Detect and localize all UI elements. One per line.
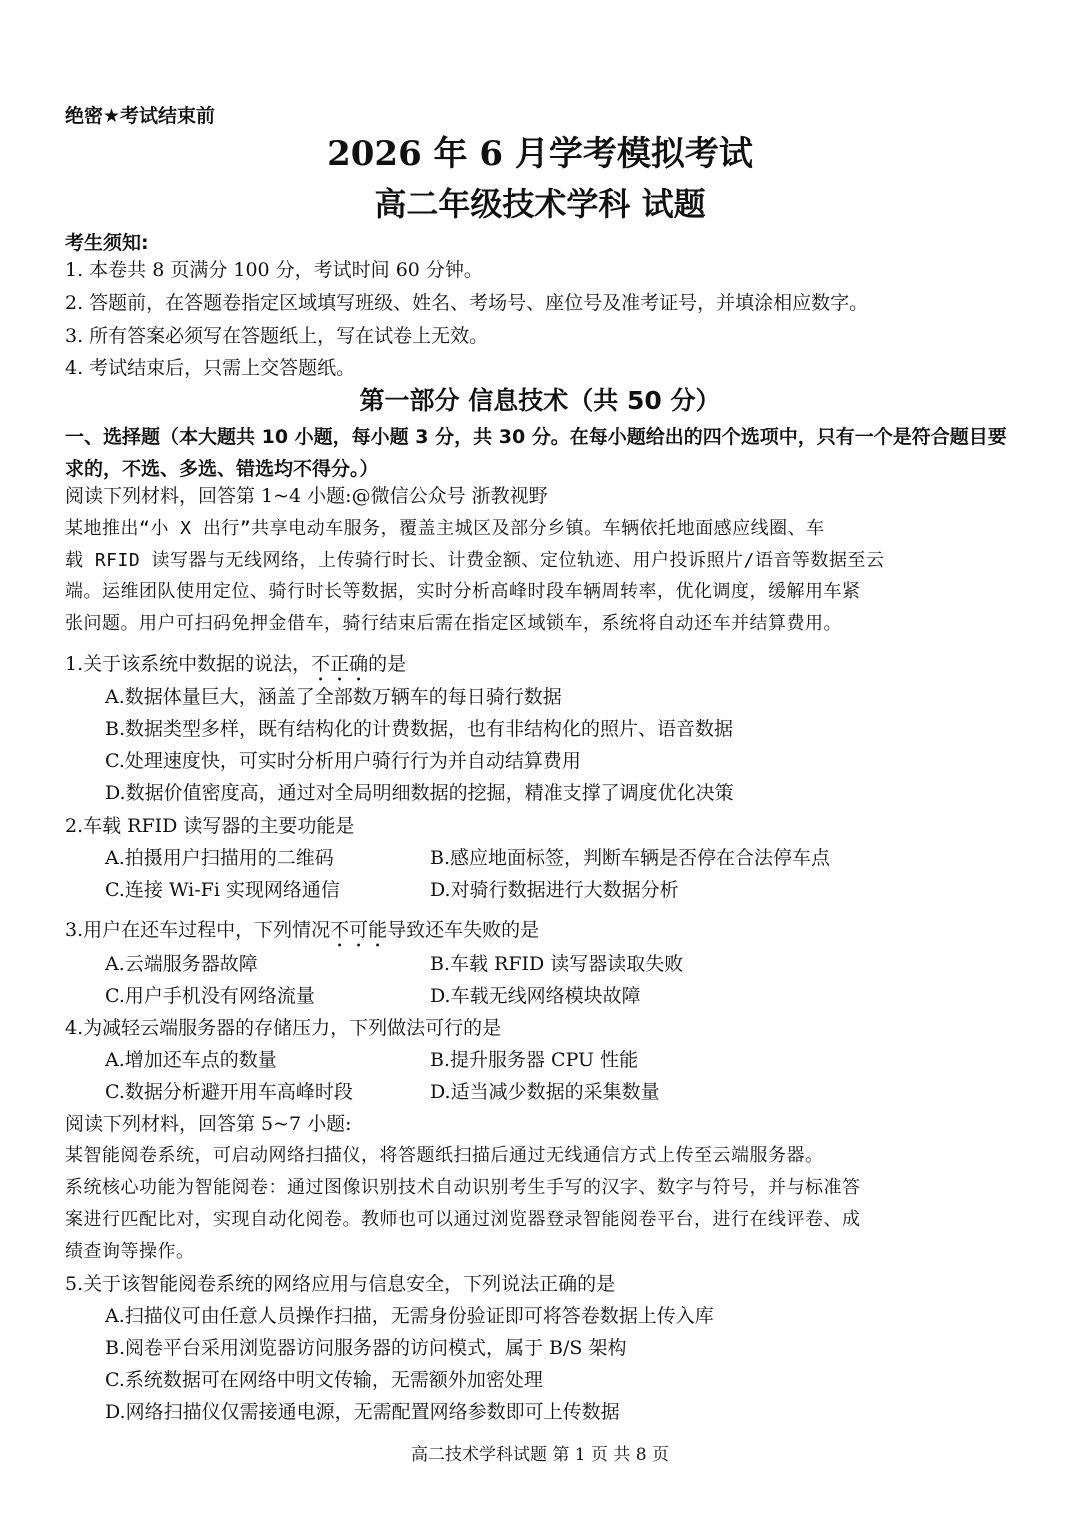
question-stem: 2.车载 RFID 读写器的主要功能是	[65, 815, 355, 837]
question-stem-text: 1.关于该系统中数据的说法，	[65, 653, 312, 675]
option-b: B.车载 RFID 读写器读取失败	[430, 953, 684, 975]
option-c: C.数据分析避开用车高峰时段	[105, 1081, 353, 1103]
material-line: 某智能阅卷系统，可启动网络扫描仪，将答题纸扫描后通过无线通信方式上传至云端服务器。	[65, 1145, 824, 1166]
option-b: B.提升服务器 CPU 性能	[430, 1049, 639, 1071]
section-heading: 一、选择题（本大题共 10 小题，每小题 3 分，共 30 分。在每小题给出的四个选项中，只有一个是符合题目要求的，不选、多选、错选均不得分。）	[65, 426, 1007, 480]
option-b: B.数据类型多样，既有结构化的计费数据，也有非结构化的照片、语音数据	[105, 718, 734, 740]
question-stem-text: 的是	[368, 653, 407, 675]
option-a: A.扫描仪可由任意人员操作扫描，无需身份验证即可将答卷数据上传入库	[105, 1305, 714, 1327]
page-footer: 高二技术学科试题 第 1 页 共 8 页	[410, 1445, 670, 1465]
emphasis-text: 不正确	[311, 653, 369, 675]
question-stem: 4.为减轻云端服务器的存储压力，下列做法可行的是	[65, 1017, 502, 1039]
material-line: 某地推出“小 X 出行”共享电动车服务，覆盖主城区及部分乡镇。车辆依托地面感应线圈、车	[65, 518, 825, 539]
option-c: C.用户手机没有网络流量	[105, 985, 315, 1007]
question-stem: 5.关于该智能阅卷系统的网络应用与信息安全，下列说法正确的是	[65, 1273, 616, 1295]
question-stem	[65, 918, 539, 952]
question-stem-text: 3.用户在还车过程中，下列情况	[65, 919, 331, 941]
option-d: D.车载无线网络模块故障	[430, 985, 641, 1007]
notice-item: 2. 答题前，在答题卷指定区域填写班级、姓名、考场号、座位号及准考证号，并填涂相应数字。	[65, 292, 869, 314]
option-a: A.数据体量巨大，涵盖了全部数万辆车的每日骑行数据	[105, 686, 562, 708]
option-a: A.增加还车点的数量	[105, 1049, 277, 1071]
material-line: 案进行匹配比对，实现自动化阅卷。教师也可以通过浏览器登录智能阅卷平台，进行在线评卷、成	[65, 1209, 861, 1230]
option-d: D.网络扫描仪仅需接通电源，无需配置网络参数即可上传数据	[105, 1401, 620, 1423]
confidential-mark: 绝密★考试结束前	[65, 105, 216, 127]
material-intro: 阅读下列材料，回答第 5~7 小题:	[65, 1113, 352, 1135]
material-line: 系统核心功能为智能阅卷：通过图像识别技术自动识别考生手写的汉字、数字与符号，并与标准答	[65, 1177, 861, 1198]
option-c: C.连接 Wi-Fi 实现网络通信	[105, 879, 340, 901]
material-line: 载 RFID 读写器与无线网络，上传骑行时长、计费金额、定位轨迹、用户投诉照片/语音等数据至云	[65, 550, 885, 571]
question-stem-text: 导致还车失败的是	[387, 919, 540, 941]
option-a: A.拍摄用户扫描用的二维码	[105, 847, 334, 869]
option-b: B.阅卷平台采用浏览器访问服务器的访问模式，属于 B/S 架构	[105, 1337, 627, 1359]
material-line: 张问题。用户可扫码免押金借车，骑行结束后需在指定区域锁车，系统将自动还车并结算费用。	[65, 613, 842, 634]
notice-heading: 考生须知:	[65, 232, 149, 254]
material-intro: 阅读下列材料，回答第 1~4 小题:@微信公众号 浙教视野	[65, 485, 548, 507]
option-c: C.系统数据可在网络中明文传输，无需额外加密处理	[105, 1369, 543, 1391]
option-d: D.对骑行数据进行大数据分析	[430, 879, 679, 901]
emphasis-text: 不可能	[330, 919, 388, 941]
notice-item: 3. 所有答案必须写在答题纸上，写在试卷上无效。	[65, 325, 489, 347]
notice-item: 4. 考试结束后，只需上交答题纸。	[65, 357, 356, 379]
exam-subtitle: 高二年级技术学科 试题	[374, 185, 706, 223]
material-line: 绩查询等操作。	[65, 1241, 195, 1262]
option-b: B.感应地面标签，判断车辆是否停在合法停车点	[430, 847, 831, 869]
option-a: A.云端服务器故障	[105, 953, 258, 975]
part-heading: 第一部分 信息技术（共 50 分）	[359, 386, 721, 415]
question-stem	[65, 652, 406, 686]
option-d: D.数据价值密度高，通过对全局明细数据的挖掘，精准支撑了调度优化决策	[105, 782, 734, 804]
option-c: C.处理速度快，可实时分析用户骑行行为并自动结算费用	[105, 750, 581, 772]
exam-title: 2026 年 6 月学考模拟考试	[327, 134, 753, 174]
material-line: 端。运维团队使用定位、骑行时长等数据，实时分析高峰时段车辆周转率，优化调度，缓解用车紧	[65, 581, 861, 602]
option-d: D.适当减少数据的采集数量	[430, 1081, 660, 1103]
notice-item: 1. 本卷共 8 页满分 100 分，考试时间 60 分钟。	[65, 259, 483, 281]
